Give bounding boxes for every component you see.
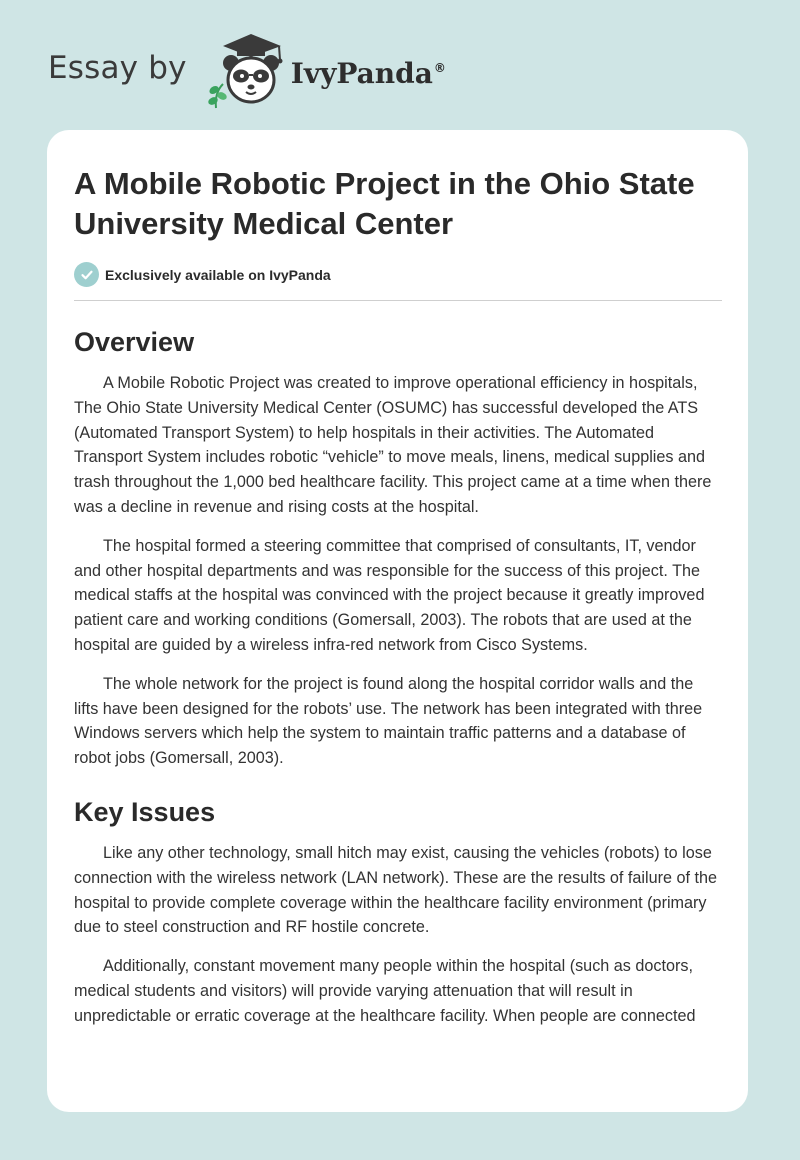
- check-icon: [74, 262, 99, 287]
- essay-by-label: Essay by: [48, 50, 187, 86]
- brand-header[interactable]: [48, 30, 446, 110]
- section-heading-key-issues: Key Issues: [74, 796, 216, 827]
- paragraph: Like any other technology, small hitch may exist, causing the vehicles (robots) to lose connection with the wireless network (LAN network). These are the results of failure of the hospital to provide complete coverage within the healthcare facility environment (primary due to steel construction and RF hostile concrete.: [74, 843, 718, 937]
- panda-logo-icon: [201, 30, 297, 110]
- essay-card: [47, 130, 748, 1112]
- paragraph: Additionally, constant movement many people within the hospital (such as doctors, medical students and visitors) will provide varying attenuation that will result in unpredictable or erratic coverage at the healthcare facility. When people are connected: [74, 957, 696, 1025]
- exclusive-label: Exclusively available on IvyPanda: [105, 266, 331, 283]
- exclusive-badge: [74, 262, 722, 301]
- paragraph: The whole network for the project is found along the hospital corridor walls and the lifts have been designed for the robots’ use. The network has been integrated with three Windows servers which help the system to maintain traffic patterns and a database of robot jobs (Gomersall, 2003).: [74, 674, 703, 768]
- brand-name: IvyPanda®: [290, 56, 446, 90]
- paragraph: A Mobile Robotic Project was created to improve operational efficiency in hospitals, The Ohio State University Medical Center (OSUMC) has successful developed the ATS (Automated Transport System) to help hospitals in their activities. The Automated Transport System includes robotic “vehicle” to move meals, linens, medical supplies and trash throughout the 1,000 bed healthcare facility. This project came at a time when there was a decline in revenue and rising costs at the hospital.: [74, 374, 712, 516]
- registered-mark: ®: [433, 61, 446, 76]
- paragraph: The hospital formed a steering committee that comprised of consultants, IT, vendor and other hospital departments and was responsible for the success of this project. The medical staffs at the hospital was convinced with the project because it greatly improved patient care and working conditions (Gomersall, 2003). The robots that are used at the hospital are guided by a wireless infra-red network from Cisco Systems.: [74, 536, 705, 654]
- page-title: A Mobile Robotic Project in the Ohio State University Medical Center: [74, 166, 695, 241]
- section-heading-overview: Overview: [74, 327, 195, 357]
